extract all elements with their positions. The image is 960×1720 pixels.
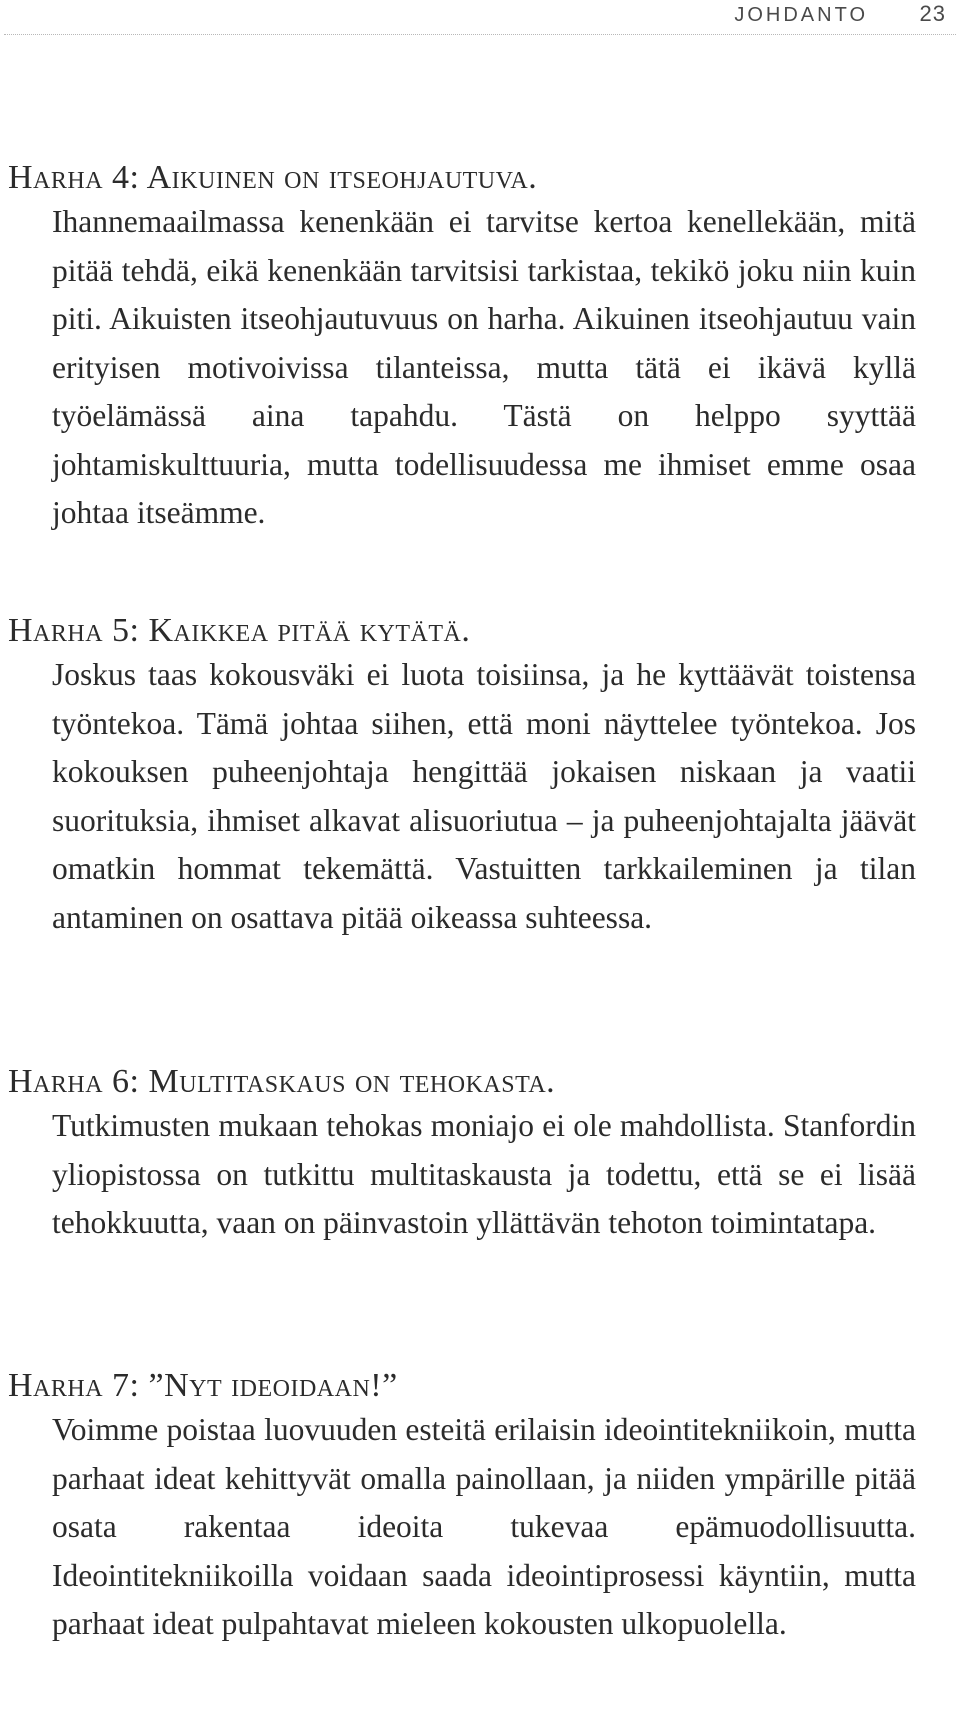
myth-paragraph: Joskus taas kokousväki ei luota toisiinsa, ja he kyttäävät toistensa työntekoa. Tämä johtaa siihen, että moni näyttelee työntekoa. Jos kokouksen puheenjohtaja hengittää jokaisen niskaan ja vaatii suorituksia, ihmiset alkavat alisuoriutua – ja puheenjohtajalta jäävät omatkin hommat tekemättä. Vastuitten tarkkaileminen ja tilan antaminen on osattava pitää oikeassa suhteessa. xyxy=(52,657,916,935)
myth-heading: Harha 4: Aikuinen on itseohjautuva. xyxy=(8,159,538,196)
myth-section-6 xyxy=(0,1062,960,1248)
header-rule xyxy=(4,34,956,35)
myth-paragraph: Voimme poistaa luovuuden esteitä erilaisin ideointitekniikoin, mutta parhaat ideat kehittyvät omalla painollaan, ja niiden ympärille pitää osata rakentaa ideoita tukevaa epämuodollisuutta. Ideointitekniikoilla voidaan saada ideointiprosessi käyntiin, mutta parhaat ideat pulpahtavat mieleen kokousten ulkopuolella. xyxy=(52,1412,916,1641)
page-number: 23 xyxy=(919,1,946,26)
myth-heading: Harha 6: Multitaskaus on tehokasta. xyxy=(8,1063,556,1100)
myth-section-5 xyxy=(0,611,960,942)
running-head xyxy=(0,0,960,40)
myth-section-7 xyxy=(0,1366,960,1649)
running-head-section: JOHDANTO xyxy=(734,4,868,26)
myth-paragraph: Ihannemaailmassa kenenkään ei tarvitse kertoa kenellekään, mitä pitää tehdä, eikä kenenkään tarvitsisi tarkistaa, tekikö joku niin kuin piti. Aikuisten itseohjautuvuus on harha. Aikuinen itseohjautuu vain erityisen motivoivissa tilanteissa, mutta tätä ei ikävä kyllä työelämässä aina tapahdu. Tästä on helppo syyttää johtamiskulttuuria, mutta todellisuudessa me ihmiset emme osaa johtaa itseämme. xyxy=(52,204,916,530)
myth-heading: Harha 5: Kaikkea pitää kytätä. xyxy=(8,612,471,649)
myth-section-4 xyxy=(0,158,960,538)
myth-heading: Harha 7: ”Nyt ideoidaan!” xyxy=(8,1367,398,1404)
myth-paragraph: Tutkimusten mukaan tehokas moniajo ei ole mahdollista. Stanfordin yliopistossa on tutkittu multitaskausta ja todettu, että se ei lisää tehokkuutta, vaan on päinvastoin yllättävän tehoton toimintatapa. xyxy=(52,1108,916,1240)
